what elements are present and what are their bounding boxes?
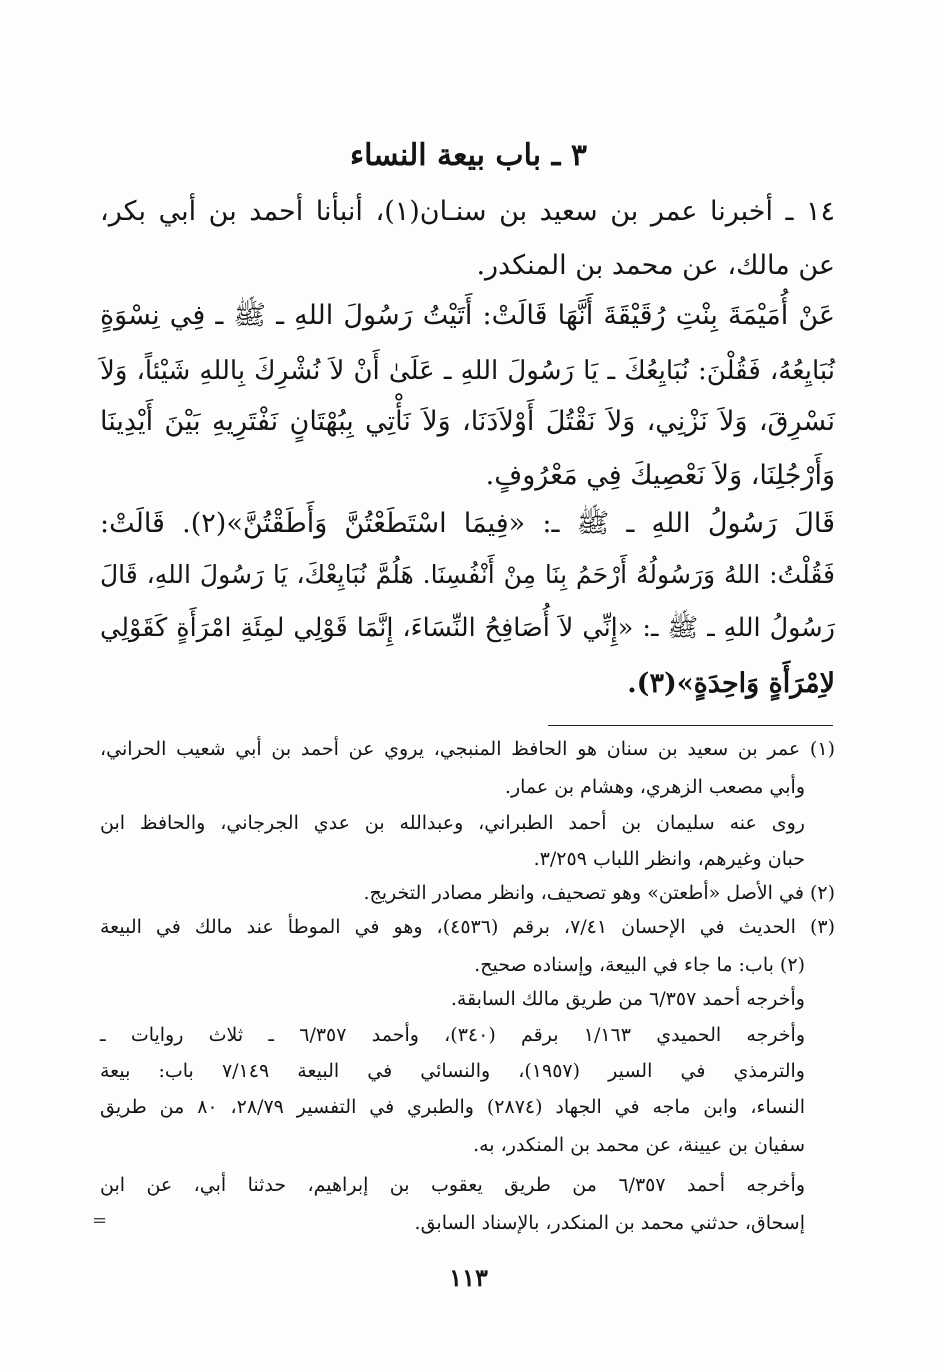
body-line: فَقُلْتُ: اللهُ وَرَسُولُهُ أَرْحَمُ بِنَا مِنْ أَنْفُسِنَا. هَلُمَّ نُبَايِعْكَ، يَا رَسُولَ اللهِ، قَالَ [100,560,835,589]
body-line: وَأَرْجُلِنَا، وَلاَ نَعْصِيكَ فِي مَعْرُوفٍ. [485,460,835,491]
body-line: ١٤ ـ أخبرنا عمر بن سعيد بن سنـان(١)، أنبأنا أحمد بن أبي بكر، [100,196,835,227]
body-line: رَسُولُ اللهِ ـ ﷺ ـ: «إِنِّي لاَ أُصَافِحُ النِّسَاءَ، إِنَّمَا قَوْلِي لمِئَةِ امْرَأَةٍ كَقَوْلِي [100,613,835,643]
footnote-line: حبان وغيرهم، وانظر اللباب ٣/٢٥٩. [533,848,805,870]
body-line: قَالَ رَسُولُ اللهِ ـ ﷺ ـ: «فِيمَا اسْتَطَعْتُنَّ وَأَطَقْتُنَّ»(٢). قَالَتْ: [100,508,835,539]
footnote-line: سفيان بن عيينة، عن محمد بن المنكدر، به. [473,1134,805,1156]
footnote-line: وأبي مصعب الزهري، وهشام بن عمار. [504,776,805,798]
page-number: ١١٣ [449,1263,488,1292]
footnote-line: وأخرجه أحمد ٦/٣٥٧ من طريق مالك السابقة. [450,988,805,1010]
footnote-line: روى عنه سليمان بن أحمد الطبراني، وعبدالله بن عدي الجرجاني، والحافظ ابن [100,812,805,834]
footnote-line: وأخرجه الحميدي ١/١٦٣ برقم (٣٤٠)، وأحمد ٦/٣٥٧ ـ ثلاث روايات ـ [100,1024,805,1046]
footnote-separator [548,725,833,726]
body-line: نُبَايِعُهُ، فَقُلْنَ: نُبَايِعُكَ ـ يَا رَسُولَ اللهِ ـ عَلَىٰ أَنْ لاَ نُشْرِكَ بِاللهِ شَيْئاً، وَلاَ [100,356,835,386]
footnote-line: (٢) باب: ما جاء في البيعة، وإسناده صحيح. [474,954,805,976]
margin-mark: = [92,1210,108,1231]
body-line: نَسْرِقَ، وَلاَ نَزْنِي، وَلاَ نَقْتُلَ أَوْلاَدَنَا، وَلاَ نَأْتِي بِبُهْتَانٍ نَفْتَرِيهِ بَيْنَ أَيْدِينَا [100,406,835,437]
footnote-line: (٢) في الأصل «أطعتن» وهو تصحيف، وانظر مصادر التخريج. [363,882,835,904]
footnote-line: إسحاق، حدثني محمد بن المنكدر، بالإسناد السابق. [414,1212,805,1234]
footnote-line: النساء، وابن ماجه في الجهاد (٢٨٧٤) والطبري في التفسير ٢٨/٧٩، ٨٠ من طريق [100,1096,805,1118]
footnote-line: والترمذي في السير (١٩٥٧)، والنسائي في البيعة ٧/١٤٩ باب: بيعة [100,1060,805,1082]
footnote-line: (١) عمر بن سعيد بن سنان هو الحافظ المنبجي، يروي عن أحمد بن أبي شعيب الحراني، [100,738,835,760]
body-line: عَنْ أُمَيْمَةَ بِنْتِ رُقَيْقَةَ أَنَّهَا قَالَتْ: أَتَيْتُ رَسُولَ اللهِ ـ ﷺ ـ فِي نِسْوَةٍ [100,300,835,331]
footnote-line: وأخرجه أحمد ٦/٣٥٧ من طريق يعقوب بن إبراهيم، حدثنا أبي، عن ابن [100,1174,805,1196]
body-line: لاِمْرَأَةٍ وَاحِدَةٍ»(٣). [627,668,835,699]
footnote-line: (٣) الحديث في الإحسان ٧/٤١، برقم (٤٥٣٦)، وهو في الموطأ عند مالك في البيعة [100,916,836,938]
body-line: عن مالك، عن محمد بن المنكدر. [476,250,835,281]
chapter-heading: ٣ ـ باب بيعة النساء [350,138,587,173]
